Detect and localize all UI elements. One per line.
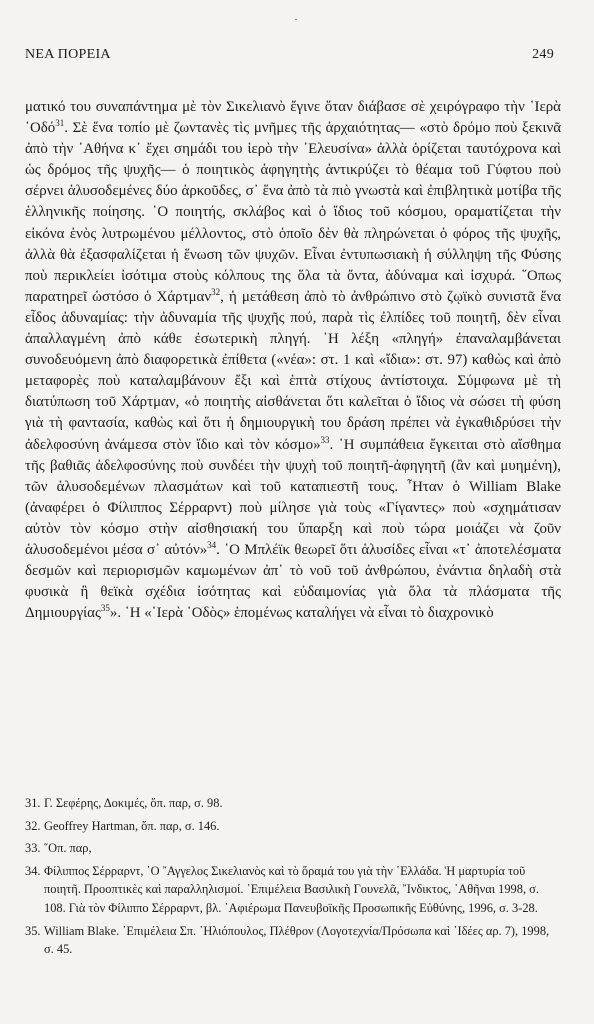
footnote-text: ῞Οπ. παρ, (44, 841, 92, 856)
scan-mark (295, 19, 297, 20)
footnote (25, 817, 558, 836)
body-segment: ματικό του συναπάντημα μὲ τὸν Σικελιανὸ ἔγινε ὅταν διάβασε σὲ χειρόγραφο τὴν ῾Ιερὰ ῾Οδό (25, 99, 561, 137)
footnote (25, 862, 558, 918)
body-segment: . ῾Η συμπάθεια ἔγκειται στὸ αἴσθημα τῆς βαθιᾶς ἀδελφοσύνης ποὺ συνδέει τὴν ψυχὴ τοῦ ποιητῆ-ἀφηγητῆ (ἂν καὶ μυημένη), τῶν ἁλυσοδεμένων πλασμάτων καὶ τοῦ καταπιεστῆ τους. ῏Ηταν ὁ William Blake (ἀναφέρει ὁ Φίλιππος Σέρραρντ) ποὺ μίλησε γιὰ τοὺς «Γίγαντες» ποὺ «σχημάτισαν αὐτὸν τὸν κόσμο στὴν αἰσθησιακή του ὕπαρξη καὶ ποὺ τώρα μοιάζει νὰ ζοῦν ἁλυσοδεμένοι μέσα σ᾿ αὐτόν» (25, 436, 562, 558)
body-paragraph (25, 97, 561, 624)
body-segment: ». ῾Η «῾Ιερὰ ῾Οδὸς» ἑπομένως καταλήγει νὰ εἶναι τὸ διαχρονικὸ (109, 605, 494, 622)
body-text (25, 97, 561, 624)
footnote-text: William Blake. ᾿Επιμέλεια Σπ. ᾿Ηλιόπουλος, Πλέθρον (Λογοτεχνία/Πρόσωπα καὶ ᾿Ιδέες αρ. 7), 1998, σ. 45. (44, 923, 550, 957)
footnotes (25, 794, 558, 963)
footnote-number: 34. (25, 863, 41, 878)
footnote-ref: 31 (55, 118, 65, 129)
footnote (25, 922, 558, 959)
running-title: ΝΕΑ ΠΟΡΕΙΑ (25, 47, 111, 62)
footnote (25, 794, 558, 813)
page-number: 249 (532, 47, 554, 62)
footnote-number: 32. (25, 818, 41, 833)
body-segment: . Σὲ ἕνα τοπίο μὲ ζωντανὲς τὶς μνῆμες τῆς ἀρχαιότητας— «στὸ δρόμο ποὺ ξεκινᾶ ἀπὸ τὴν ᾿Αθήνα κ᾿ ἔχει σημάδι του ἱερὸ τὴν ᾿Ελευσίνα» ἀλλὰ ὁρίζεται ταυτόχρονα καὶ ὡς δρόμος τῆς ψυχῆς— ὁ ποιητικὸς ἀφηγητὴς ἀντικρύζει τὸ θέαμα τοῦ Γύφτου ποὺ σέρνει ἁλυσοδεμένες δύο ἀρκοῦδες, σ᾿ ἕνα ἀπὸ τὰ πιὸ γνωστὰ καὶ ἐπιβλητικὰ μοτίβα τῆς ἑλληνικῆς ποίησης. ῾Ο ποιητής, σκλάβος καὶ ὁ ἴδιος τοῦ κόσμου, οραματίζεται τὴν εἰκόνα ἑνὸς λυτρωμένου μέλλοντος, στὸ ὁποῖο δὲν θὰ πληρώνεται ὁ φόρος τῆς ψυχῆς, ἀλλὰ θὰ ἐξασφαλίζεται ἡ ἕνωση τῶν ψυχῶν. Εἶναι ἐντυπωσιακὴ ἡ σύλληψη τῆς Φύσης ποὺ περικλείει ἰσότιμα στοὺς κόλπους της ὅλα τὰ ὄντα, ἀδύναμα καὶ ἰσχυρά. ῞Οπως παρατηρεῖ ὡστόσο ὁ Χάρτμαν (25, 120, 561, 305)
body-segment: . ῾Ο Μπλέϊκ θεωρεῖ ὅτι ἁλυσίδες εἶναι «τ᾿ ἀποτελέσματα δεσμῶν καὶ περιορισμῶν καμωμένων ἀπ᾿ τὸ νοῦ τοῦ ἀνθρώπου, ἐνάντια δηλαδὴ στὰ φυσικὰ ἢ θεϊκὰ σχέδια ἰσότητας καὶ εὐδαιμονίας γιὰ ὅλα τὰ πλάσματα τῆς Δημιουργίας (25, 541, 561, 622)
footnote-number: 31. (25, 796, 41, 810)
page-header (25, 47, 554, 63)
footnote-ref: 35 (100, 603, 110, 614)
footnote-number: 35. (25, 923, 41, 938)
footnote-number: 33. (25, 841, 41, 856)
footnote-text: Γ. Σεφέρης, Δοκιμές, ὅπ. παρ, σ. 98. (44, 796, 223, 810)
footnote-ref: 34 (207, 540, 217, 550)
body-segment: , ἡ μετάθεση ἀπὸ τὸ ἀνθρώπινο στὸ ζῳϊκὸ συνιστᾶ ἕνα εἶδος ἀδυναμίας: τὴν ἀδυναμία τῆς ψυχῆς πού, παρὰ τὶς ἐλπίδες τοῦ ποιητῆ, δὲν εἶναι ἀπαλλαγμένη ἀπὸ κάθε ἐσωτερικὴ πληγή. ῾Η λέξη «πληγή» ἐπαναλαμβάνεται συνοδευόμενη ἀπὸ διαφορετικὰ ἐπίθετα («νέα»: στ. 1 καὶ «ἴδια»: στ. 97) καθὼς καὶ ἀπὸ μεταφορὲς ποὺ καταλαμβάνουν ἔξι καὶ ἑπτὰ στίχους ἀντίστοιχα. Σύμφωνα μὲ τὴ διατύπωση τοῦ Χάρτμαν, «ὁ ποιητὴς αἰσθάνεται ὅτι καλεῖται ὁ ἴδιος νὰ σώσει τὴ φύση γιὰ τὴ φαντασία, καθὼς καὶ ὅτι ἡ δημιουργικὴ του δράση πρέπει νὰ ἐγκαθιδρύσει τὴν ἀδελφοσύνη ἀνάμεσα στὸν ἴδιο καὶ τὸν κόσμο» (25, 288, 561, 453)
footnote-text: Φίλιππος Σέρραρντ, ῾Ο ῎Αγγελος Σικελιανὸς καὶ τὸ ὅραμά του γιὰ τὴν ῾Ελλάδα. Ἡ μαρτυρία τοῦ ποιητῆ. Προοπτικὲς καὶ παραλληλισμοί. ᾿Επιμέλεια Βασιλικὴ Γουνελᾶ, ῎Ινδικτος, ᾿Αθῆναι 1998, σ. 108. Γιὰ τὸν Φίλιππο Σέρραρντ, βλ. ᾿Αφιέρωμα Πανευβοϊκῆς Προσωπικῆς Εὐθύνης, 1996, σ. 3-28. (44, 863, 539, 915)
footnote (25, 839, 558, 858)
footnote-ref: 32 (211, 286, 221, 297)
footnote-text: Geoffrey Hartman, ὅπ. παρ, σ. 146. (44, 818, 220, 833)
footnote-ref: 33 (320, 434, 330, 445)
